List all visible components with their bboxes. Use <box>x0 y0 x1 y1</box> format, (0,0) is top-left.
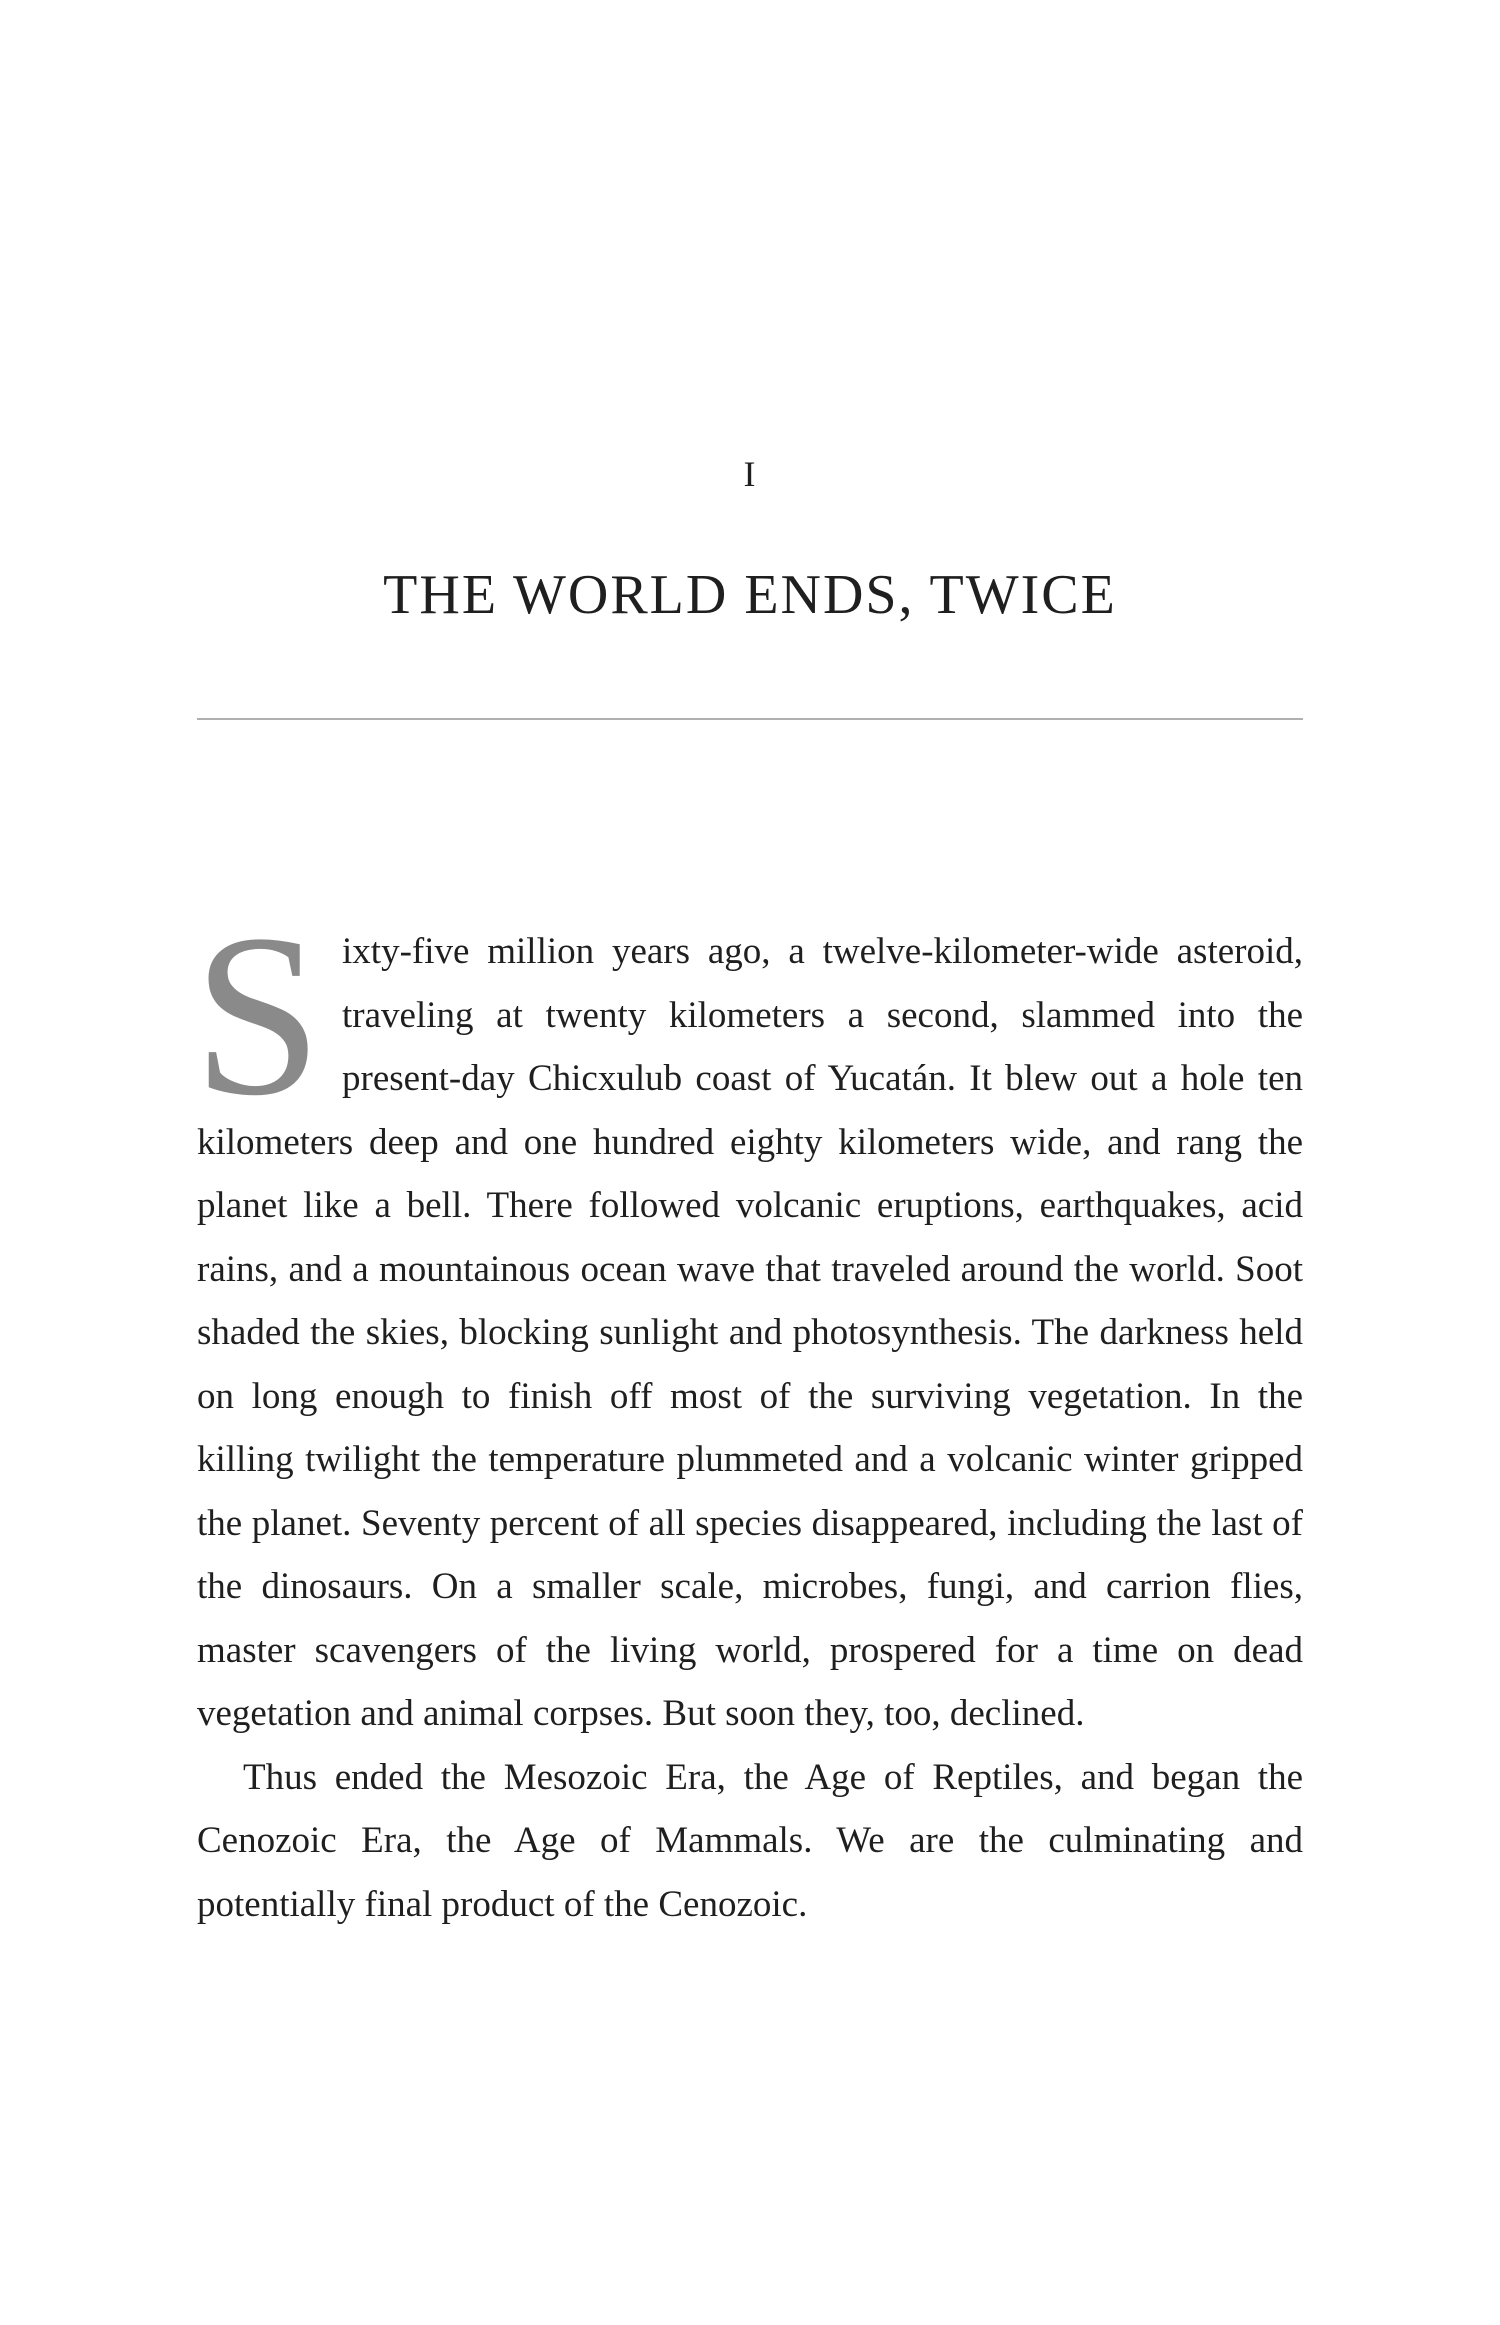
paragraph-1-text: ixty-five million years ago, a twelve-kilometer-wide asteroid, traveling at twenty kilometers a second, slammed into the present-day Chicxulub coast of Yucatán. It blew out a hole ten kilometers deep and one hundred eighty kilometers wide, and rang the planet like a bell. There followed volcanic eruptions, earthquakes, acid rains, and a mountainous ocean wave that traveled around the world. Soot shaded the skies, blocking sunlight and photosynthesis. The darkness held on long enough to finish off most of the surviving vegetation. In the killing twilight the temperature plummeted and a volcanic winter gripped the planet. Seventy percent of all species disappeared, including the last of the dinosaurs. On a smaller scale, microbes, fungi, and carrion flies, master scavengers of the living world, prospered for a time on dead vegetation and animal corpses. But soon they, too, declined. <box>197 931 1303 1734</box>
drop-cap: S <box>193 887 323 1144</box>
paragraph-1 <box>193 887 1303 1746</box>
chapter-title: THE WORLD ENDS, TWICE <box>383 564 1117 626</box>
chapter-body <box>193 887 1303 1936</box>
chapter-number: I <box>743 454 757 494</box>
paragraph-2: Thus ended the Mesozoic Era, the Age of Reptiles, and began the Cenozoic Era, the Age of Mammals. We are the culminating and potentially final product of the Cenozoic. <box>197 1756 1303 1925</box>
title-divider <box>197 718 1303 720</box>
